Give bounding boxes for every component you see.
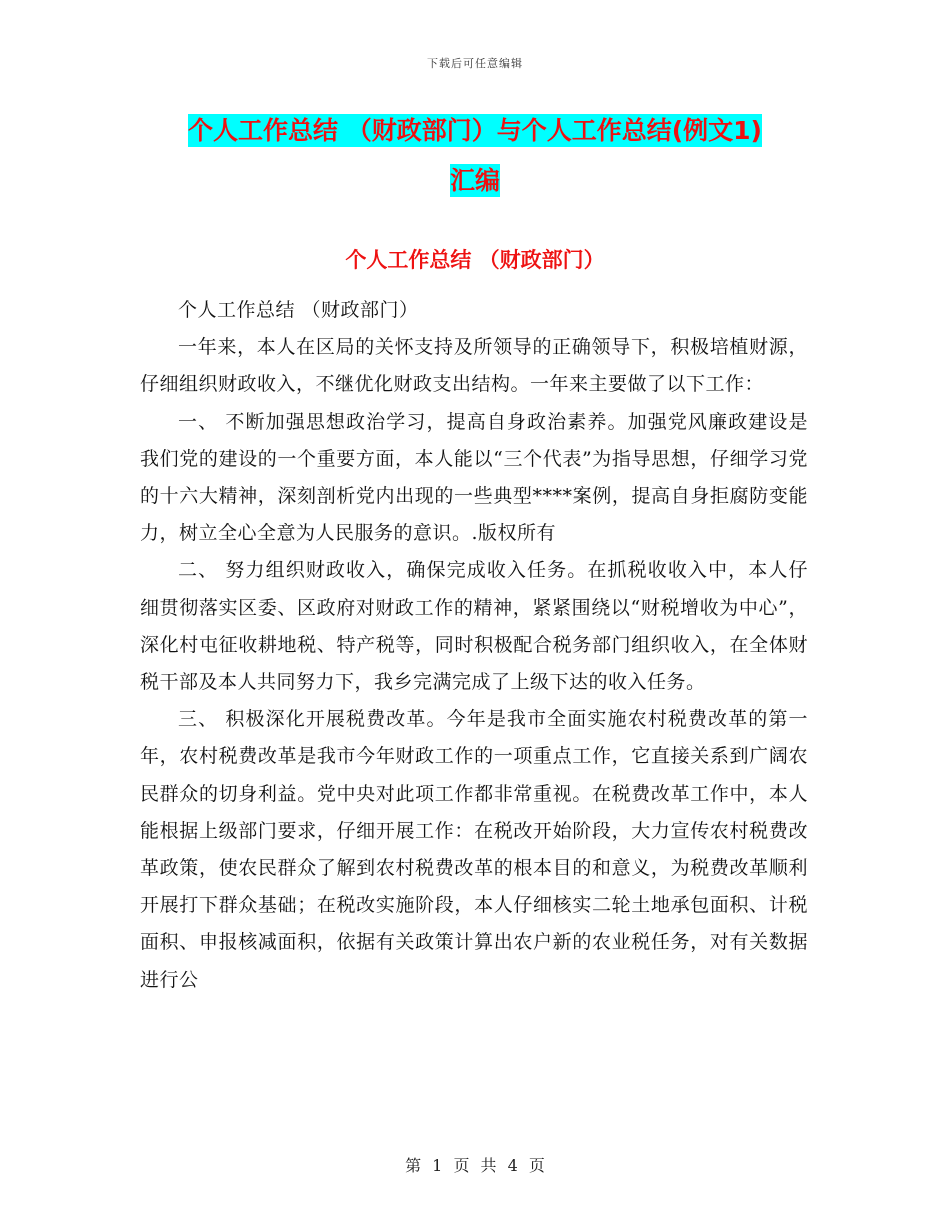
document-title-line1: 个人工作总结 （财政部门）与个人工作总结(例文1): [188, 116, 762, 145]
document-body: [140, 292, 808, 999]
page-number-footer: 第 1 页 共 4 页: [405, 1156, 545, 1175]
paragraph-point-2: 二、 努力组织财政收入，确保完成收入任务。在抓税收收入中，本人仔细贯彻落实区委、区政府对财政工作的精神，紧紧围绕以“财税增收为中心”，深化村屯征收耕地税、特产税等，同时积极配合税务部门组织收入，在全体财税干部及本人共同努力下，我乡完满完成了上级下达的收入任务。: [140, 559, 808, 694]
paragraph-subtitle: 个人工作总结 （财政部门）: [178, 299, 419, 321]
paragraph-point-1: 一、 不断加强思想政治学习，提高自身政治素养。加强党风廉政建设是我们党的建设的一个重要方面，本人能以“三个代表”为指导思想，仔细学习党的十六大精神，深刻剖析党内出现的一些典型****案例，提高自身拒腐防变能力，树立全心全意为人民服务的意识。.版权所有: [140, 410, 808, 545]
document-title: [0, 106, 950, 206]
section-title: 个人工作总结 （财政部门）: [345, 248, 605, 272]
document-title-line2: 汇编: [449, 166, 500, 195]
paragraph-point-3: 三、 积极深化开展税费改革。今年是我市全面实施农村税费改革的第一年，农村税费改革是我市今年财政工作的一项重点工作，它直接关系到广阔农民群众的切身利益。党中央对此项工作都非常重视。在税费改革工作中，本人能根据上级部门要求，仔细开展工作：在税改开始阶段，大力宣传农村税费改革政策，使农民群众了解到农村税费改革的根本目的和意义，为税费改革顺利开展打下群众基础；在税改实施阶段，本人仔细核实二轮土地承包面积、计税面积、申报核减面积，依据有关政策计算出农户新的农业税任务，对有关数据进行公: [140, 708, 808, 991]
header-note: 下载后可任意编辑: [427, 57, 523, 70]
paragraph-intro: 一年来，本人在区局的关怀支持及所领导的正确领导下，积极培植财源，仔细组织财政收入，不继优化财政支出结构。一年来主要做了以下工作：: [140, 336, 808, 396]
